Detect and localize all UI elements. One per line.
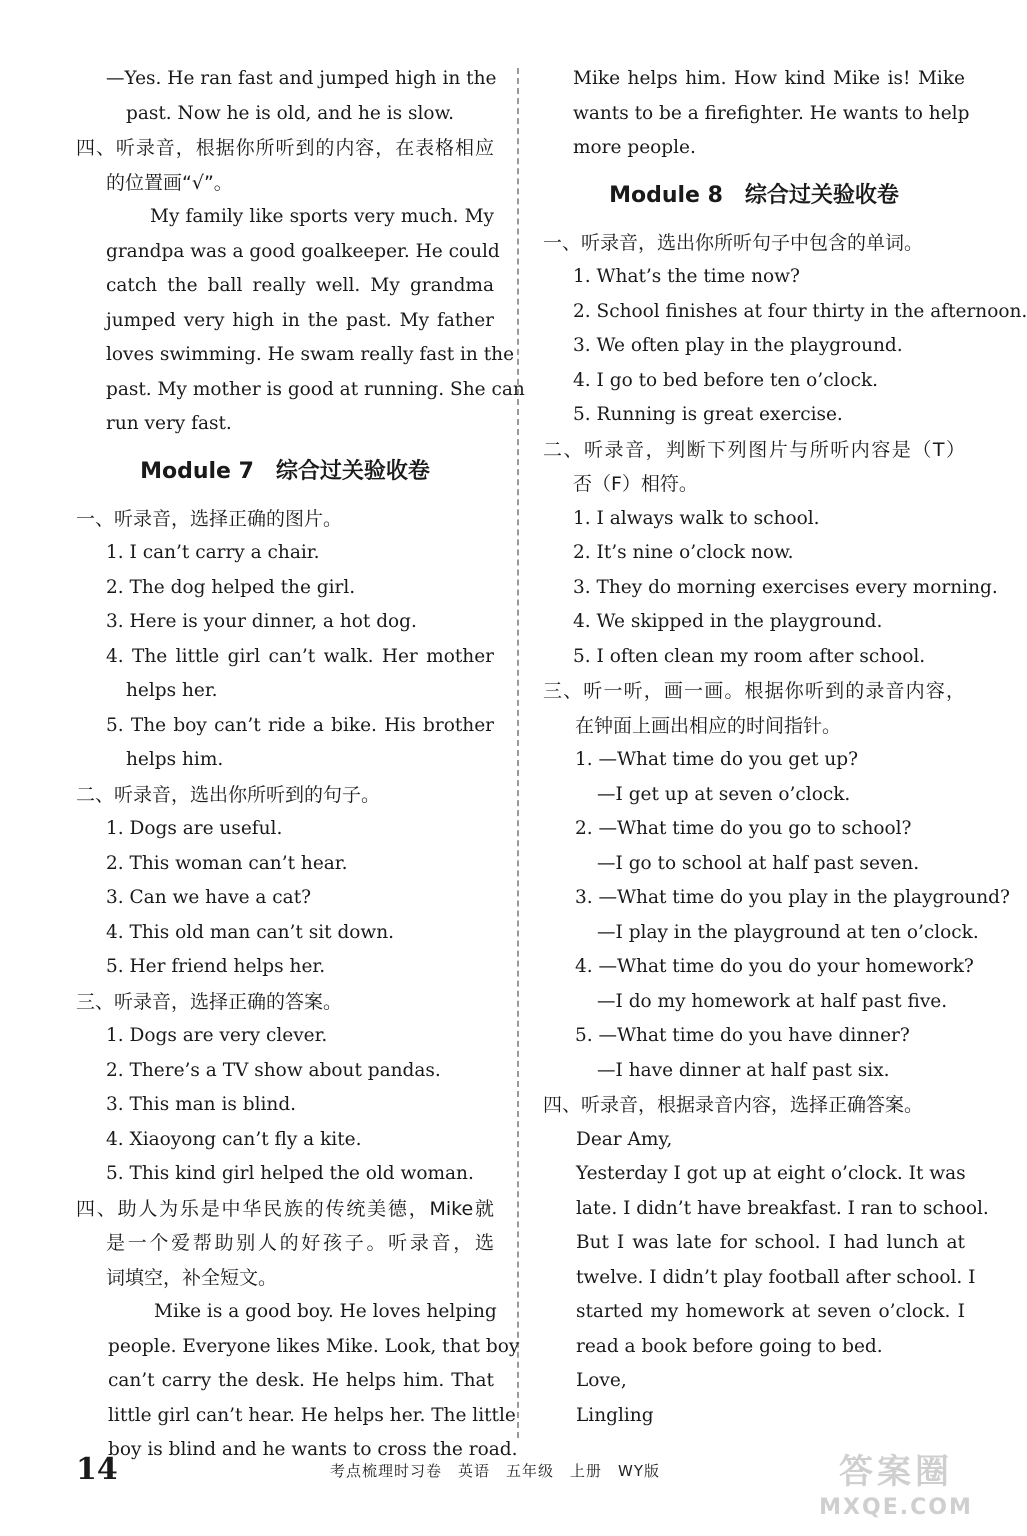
text-line: —I get up at seven o’clock. [597, 783, 851, 805]
question-instruction: 否（F）相符。 [573, 473, 698, 495]
text-line: past. Now he is old, and he is slow. [126, 102, 455, 124]
column-divider [517, 68, 519, 1438]
text-line: 1. I always walk to school. [573, 507, 820, 529]
text-line: Mike helps him. How kind Mike is! Mike [573, 68, 965, 89]
text-line: 3. They do morning exercises every morning. [573, 576, 998, 598]
section-heading: Module 8 综合过关验收卷 [609, 182, 899, 208]
text-line: wants to be a firefighter. He wants to help [573, 102, 970, 124]
text-line: —I have dinner at half past six. [597, 1059, 890, 1081]
question-instruction: 一、听录音，选出你所听句子中包含的单词。 [543, 231, 924, 254]
text-line: Love, [576, 1370, 627, 1391]
question-instruction: 四、助人为乐是中华民族的传统美德，Mike就 [76, 1197, 494, 1220]
text-line: 4. —What time do you do your homework? [575, 956, 974, 977]
text-line: 2. School finishes at four thirty in the afternoon. [573, 300, 1027, 322]
question-instruction: 二、听录音，选出你所听到的句子。 [76, 783, 381, 806]
text-line: more people. [573, 137, 696, 158]
text-line: 4. Xiaoyong can’t fly a kite. [106, 1128, 362, 1150]
text-line: people. Everyone likes Mike. Look, that boy [108, 1335, 520, 1357]
question-instruction: 三、听一听，画一画。根据你听到的录音内容， [543, 680, 965, 702]
question-instruction: 四、听录音，根据录音内容，选择正确答案。 [543, 1094, 924, 1116]
question-instruction: 的位置画“√”。 [106, 171, 233, 194]
text-line: 5. I often clean my room after school. [573, 645, 926, 667]
question-instruction: 一、听录音，选择正确的图片。 [76, 507, 343, 530]
text-line: 3. This man is blind. [106, 1094, 297, 1115]
text-line: 1. Dogs are very clever. [106, 1025, 328, 1046]
text-line: helps her. [126, 680, 218, 701]
watermark-top-text: 答案圈 [839, 1452, 953, 1492]
text-line: little girl can’t hear. He helps her. The little [108, 1404, 516, 1426]
text-line: started my homework at seven o’clock. I [576, 1301, 965, 1322]
text-line: 3. We often play in the playground. [573, 335, 903, 356]
text-line: 2. It’s nine o’clock now. [573, 542, 794, 563]
left-column [76, 62, 525, 1468]
text-line: late. I didn’t have breakfast. I ran to school. [576, 1197, 989, 1219]
footer-book-title: 考点梳理时习卷 英语 五年级 上册 WY版 [330, 1462, 660, 1480]
text-line: 4. I go to bed before ten o’clock. [573, 369, 879, 391]
text-line: 2. —What time do you go to school? [575, 818, 912, 839]
right-column [543, 62, 1027, 1433]
text-line: —Yes. He ran fast and jumped high in the [106, 68, 497, 89]
text-line: grandpa was a good goalkeeper. He could [106, 240, 500, 262]
text-line: helps him. [126, 749, 224, 770]
text-line: 5. This kind girl helped the old woman. [106, 1163, 474, 1184]
question-instruction: 三、听录音，选择正确的答案。 [76, 990, 343, 1013]
text-line: 1. Dogs are useful. [106, 818, 283, 839]
text-line: Mike is a good boy. He loves helping [154, 1301, 497, 1322]
text-line: boy is blind and he wants to cross the road. [108, 1439, 518, 1460]
text-line: My family like sports very much. My [150, 206, 494, 227]
text-line: 5. —What time do you have dinner? [575, 1025, 910, 1046]
text-line: —I do my homework at half past five. [597, 990, 948, 1012]
text-line: 5. The boy can’t ride a bike. His brother [106, 714, 494, 736]
text-line: Dear Amy, [576, 1128, 673, 1150]
text-line: twelve. I didn’t play football after school. I [576, 1266, 976, 1288]
text-line: Yesterday I got up at eight o’clock. It was [576, 1163, 966, 1184]
text-line: loves swimming. He swam really fast in the [106, 344, 515, 365]
text-line: 4. We skipped in the playground. [573, 611, 883, 632]
text-line: read a book before going to bed. [576, 1335, 883, 1357]
text-line: —I go to school at half past seven. [597, 852, 920, 874]
text-line: 5. Running is great exercise. [573, 404, 843, 425]
watermark-bottom-text: MXQE.COM [819, 1495, 973, 1520]
text-line: 3. Here is your dinner, a hot dog. [106, 611, 417, 632]
text-line: past. My mother is good at running. She can [106, 378, 525, 400]
text-line: 5. Her friend helps her. [106, 956, 326, 977]
text-line: 4. The little girl can’t walk. Her mother [106, 645, 494, 667]
text-line: 1. I can’t carry a chair. [106, 542, 320, 563]
question-instruction: 在钟面上画出相应的时间指针。 [575, 714, 842, 737]
text-line: 1. —What time do you get up? [575, 749, 859, 770]
watermark-logo [811, 1450, 981, 1528]
text-line: catch the ball really well. My grandma [106, 275, 494, 296]
text-line: Lingling [576, 1404, 654, 1426]
question-instruction: 是一个爱帮助别人的好孩子。听录音，选 [106, 1232, 494, 1254]
question-instruction: 二、听录音，判断下列图片与所听内容是（T） [543, 438, 965, 461]
question-instruction: 四、听录音，根据你所听到的内容，在表格相应 [76, 137, 494, 159]
text-line: 3. —What time do you play in the playground? [575, 887, 1010, 908]
text-line: 4. This old man can’t sit down. [106, 921, 395, 943]
text-line: can’t carry the desk. He helps him. That [108, 1370, 494, 1391]
text-line: 3. Can we have a cat? [106, 887, 312, 908]
text-line: 1. What’s the time now? [573, 266, 800, 287]
text-line: 2. This woman can’t hear. [106, 852, 348, 874]
text-line: jumped very high in the past. My father [106, 309, 494, 331]
text-line: run very fast. [106, 413, 232, 434]
page-number: 14 [76, 1452, 118, 1487]
text-line: —I play in the playground at ten o’clock. [597, 921, 979, 943]
text-line: 2. There’s a TV show about pandas. [106, 1059, 441, 1081]
text-line: 2. The dog helped the girl. [106, 576, 356, 598]
text-line: But I was late for school. I had lunch at [576, 1232, 965, 1253]
section-heading: Module 7 综合过关验收卷 [140, 458, 430, 484]
question-instruction: 词填空，补全短文。 [106, 1266, 278, 1289]
